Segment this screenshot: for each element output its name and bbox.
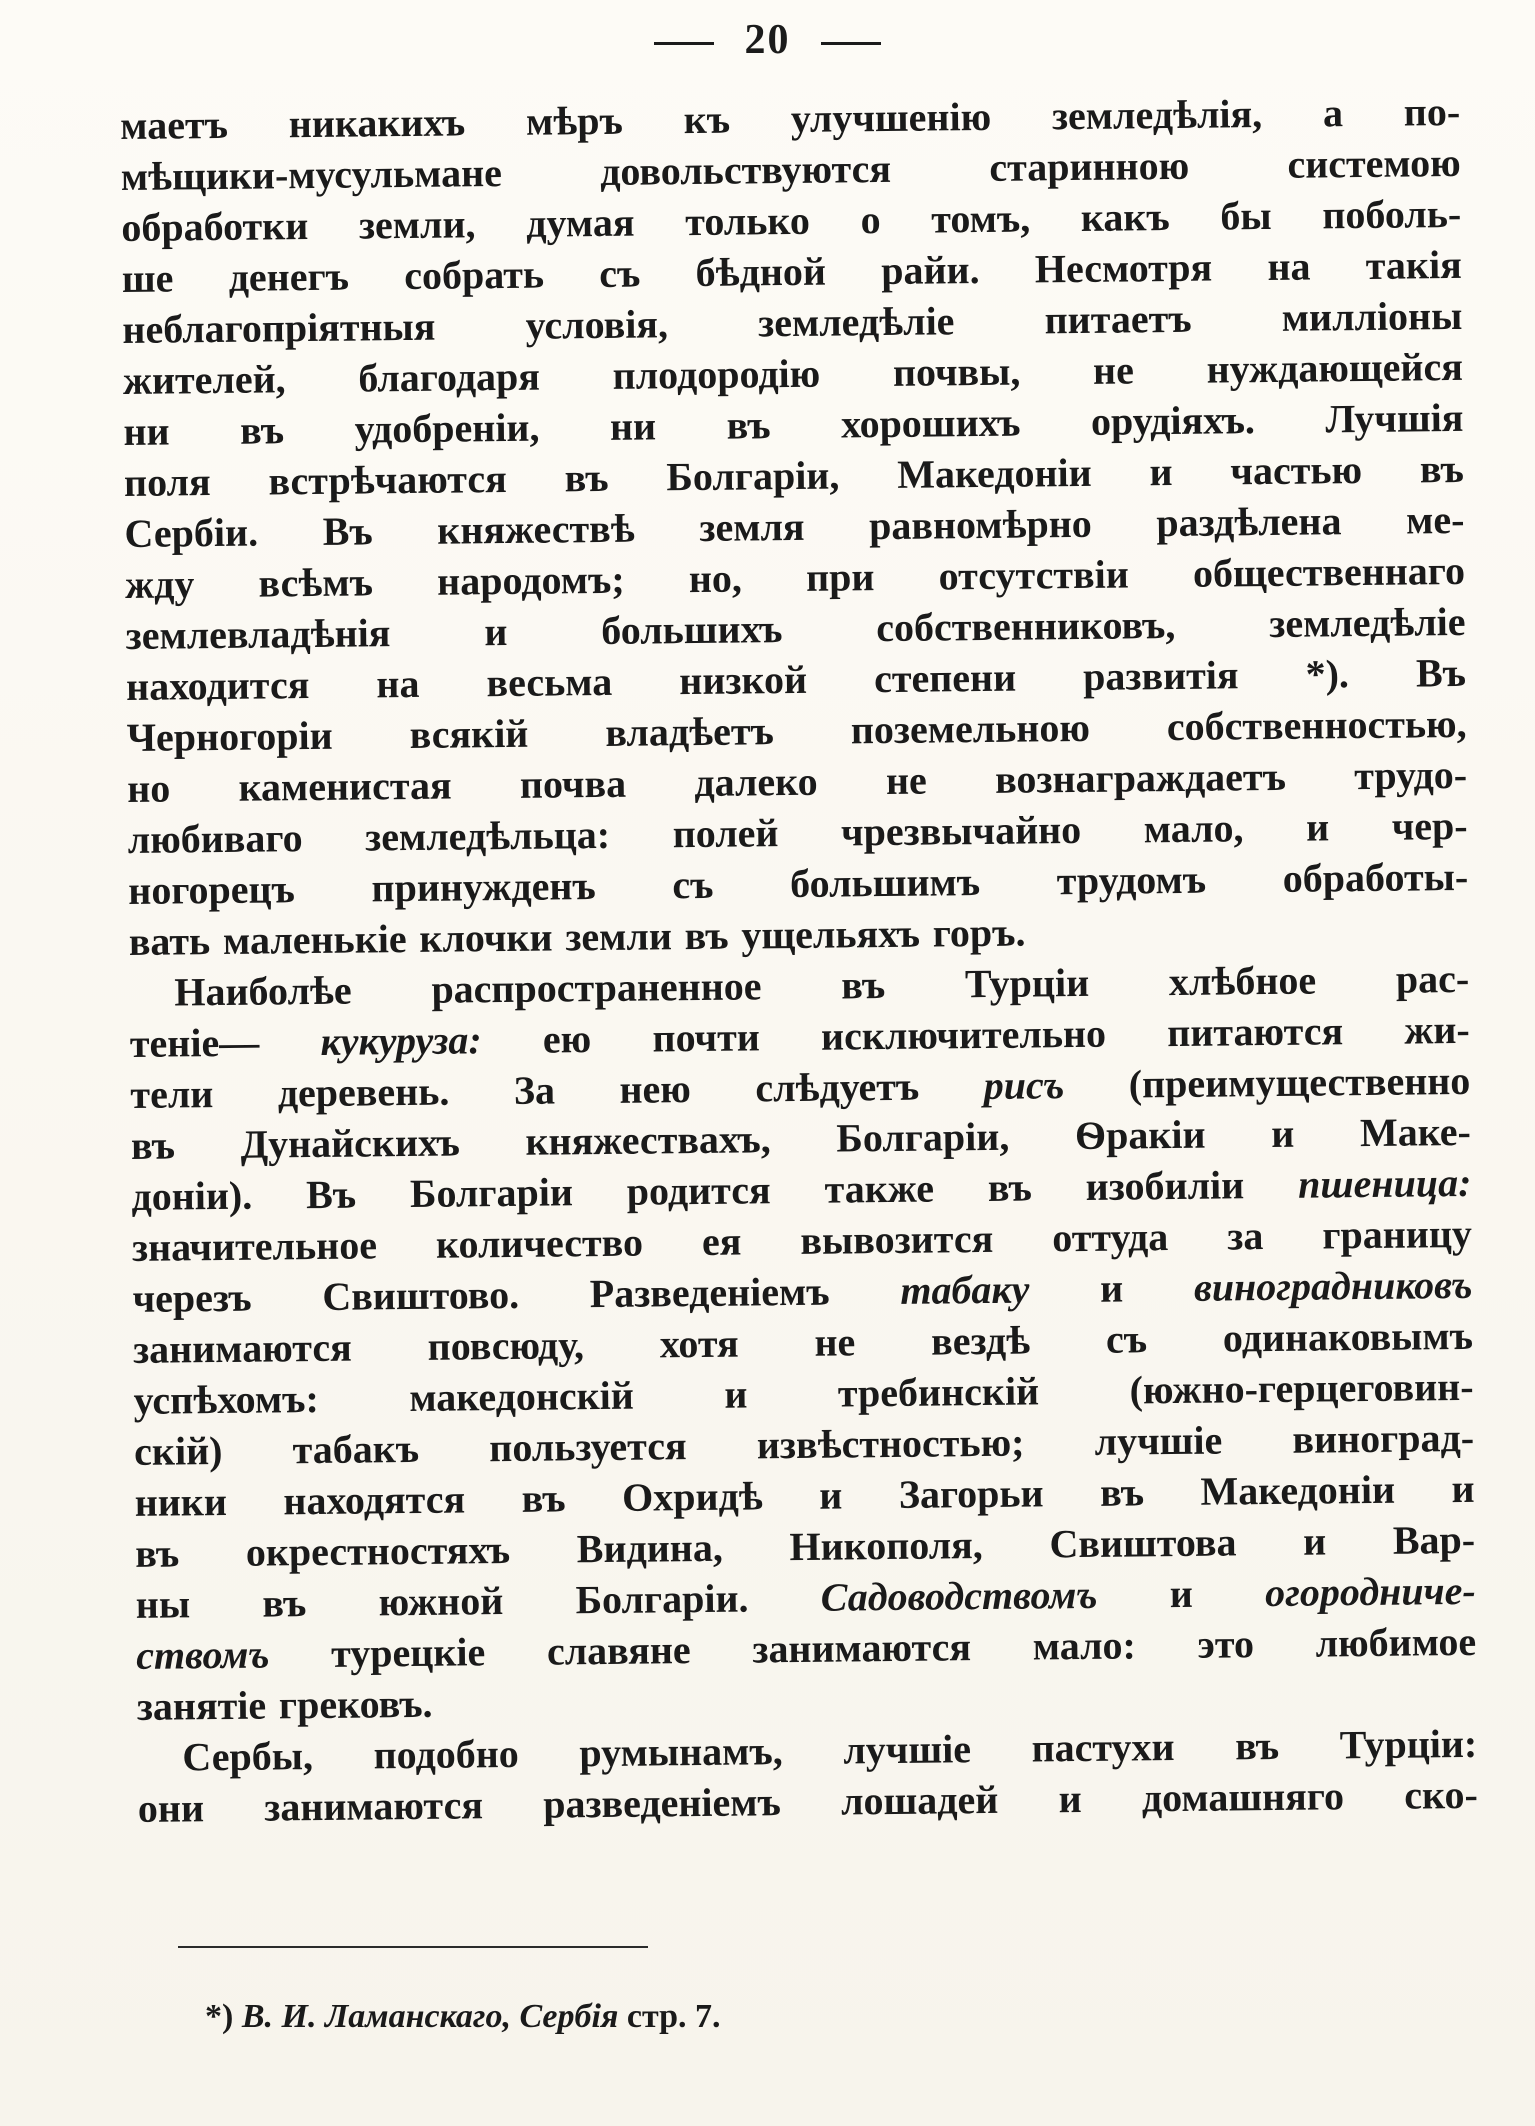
- word: жи-: [1404, 1006, 1470, 1053]
- word: трудо-: [1353, 751, 1468, 799]
- header-dash-right: [821, 42, 881, 45]
- word: черезъ: [132, 1274, 252, 1321]
- page-header: [0, 10, 1535, 70]
- word: и: [1305, 804, 1330, 850]
- word: Свиштово.: [322, 1271, 520, 1319]
- word: также: [824, 1165, 935, 1212]
- word: теніе—: [129, 1019, 260, 1066]
- word: въ: [134, 1530, 180, 1576]
- word: собственниковъ,: [876, 601, 1176, 651]
- word: распространенное: [431, 963, 762, 1012]
- word: бѣдной: [695, 248, 827, 295]
- word: маленькіе: [222, 916, 407, 963]
- word: питаетъ: [1044, 295, 1192, 343]
- word: но: [126, 765, 171, 811]
- word: никакихъ: [288, 99, 466, 147]
- word: довольствуются: [599, 145, 892, 194]
- word: скій): [133, 1428, 223, 1474]
- word: успѣхомъ:: [133, 1375, 320, 1423]
- word: слѣдуетъ: [755, 1063, 920, 1111]
- word: бы: [1220, 192, 1272, 239]
- word: вознаграждаетъ: [994, 753, 1287, 802]
- word: такія: [1365, 241, 1462, 288]
- word: отсутствіи: [938, 551, 1129, 599]
- word: думая: [525, 199, 635, 246]
- word: владѣетъ: [605, 708, 775, 755]
- word: табаку: [900, 1266, 1030, 1313]
- word: Въ: [322, 508, 373, 554]
- word: полей: [672, 810, 779, 857]
- word: ско-: [1403, 1771, 1479, 1818]
- word: въ: [564, 454, 609, 501]
- word: Болгаріи.: [575, 1575, 749, 1623]
- word: пастухи: [1031, 1724, 1175, 1771]
- word: низкой: [679, 656, 808, 704]
- word: хорошихъ: [840, 399, 1021, 447]
- word: княжествахъ,: [525, 1116, 771, 1164]
- word: орудіяхъ.: [1090, 397, 1256, 444]
- word: чрезвычайно: [840, 806, 1082, 855]
- word: неблагопріятныя: [122, 303, 436, 352]
- word: Ѳракіи: [1074, 1111, 1206, 1159]
- word: всѣмъ: [258, 559, 374, 606]
- word: почва: [519, 760, 627, 807]
- word: райи.: [880, 247, 980, 294]
- word: о: [860, 197, 881, 243]
- word: удобреніи,: [354, 404, 540, 452]
- word: поля: [123, 459, 211, 505]
- word: Македоніи: [1200, 1466, 1396, 1514]
- word: занятіе: [136, 1682, 267, 1729]
- word: домашняго: [1141, 1773, 1345, 1821]
- word: а: [1322, 90, 1344, 136]
- word: ше: [121, 255, 174, 301]
- word: развитія: [1082, 652, 1239, 699]
- word: Охридѣ: [621, 1473, 763, 1520]
- word: занимаются: [752, 1624, 972, 1672]
- word: благодаря: [358, 353, 541, 401]
- word: къ: [683, 96, 731, 143]
- word: встрѣчаются: [268, 455, 508, 504]
- word: народомъ;: [436, 556, 625, 604]
- word: мѣръ: [525, 97, 624, 144]
- word: это: [1197, 1621, 1255, 1667]
- word: деревень.: [277, 1068, 450, 1116]
- word: изобиліи: [1085, 1162, 1245, 1209]
- word: мѣщики-мусульмане: [120, 150, 503, 199]
- footnote-author: В. И. Ламанскаго,: [241, 1998, 511, 2035]
- word: лошадей: [840, 1776, 999, 1824]
- word: ея: [701, 1218, 742, 1264]
- word: повсюду,: [427, 1322, 585, 1369]
- word: одинаковымъ: [1222, 1312, 1474, 1361]
- word: почвы,: [892, 348, 1021, 395]
- word: собственностью,: [1166, 700, 1467, 750]
- word: разведеніемъ: [542, 1779, 782, 1827]
- word: ствомъ: [136, 1631, 270, 1678]
- word: извѣстностью;: [756, 1419, 1025, 1468]
- word: какъ: [1080, 194, 1170, 240]
- page-number: 20: [744, 17, 791, 63]
- word: въ: [1099, 1469, 1145, 1515]
- word: и: [484, 608, 508, 655]
- word: ни: [123, 408, 170, 454]
- word: тели: [130, 1071, 214, 1117]
- word: Загорьи: [898, 1470, 1044, 1517]
- word: ущельяхъ: [741, 910, 921, 958]
- footnote-title: Сербія: [519, 1998, 619, 2035]
- word: поземельною: [850, 704, 1091, 753]
- word: большихъ: [601, 606, 783, 653]
- word: *).: [1305, 651, 1350, 697]
- word: земледѣльца:: [364, 811, 611, 860]
- word: и: [724, 1371, 748, 1417]
- word: княжествѣ: [437, 505, 635, 553]
- word: системою: [1287, 139, 1461, 187]
- word: ни: [609, 403, 657, 449]
- word: томъ,: [931, 195, 1031, 242]
- footnote: [205, 1998, 721, 2036]
- word: клочки: [419, 914, 553, 961]
- word: землевладѣнія: [125, 610, 391, 658]
- word: хлѣбное: [1168, 957, 1317, 1005]
- word: Турціи:: [1339, 1720, 1478, 1768]
- word: только: [684, 197, 811, 245]
- word: въ: [1234, 1722, 1280, 1769]
- word: при: [805, 554, 875, 600]
- word: и: [1270, 1110, 1295, 1156]
- word: славяне: [546, 1627, 691, 1674]
- word: (южно-герцеговин-: [1129, 1363, 1474, 1413]
- word: плодородію: [612, 350, 821, 398]
- word: не: [885, 757, 928, 804]
- word: виноград-: [1292, 1414, 1475, 1462]
- word: Вар-: [1392, 1516, 1476, 1563]
- word: на: [1267, 243, 1311, 289]
- word: трудомъ: [1056, 856, 1207, 904]
- word: и: [1099, 1265, 1124, 1311]
- word: занимаются: [132, 1324, 353, 1372]
- word: раздѣлена: [1156, 498, 1342, 546]
- word: въ: [841, 962, 886, 1008]
- word: весьма: [486, 658, 613, 706]
- word: и: [1058, 1776, 1082, 1822]
- word: жителей,: [122, 356, 286, 403]
- word: окрестностяхъ: [245, 1526, 511, 1575]
- word: Наиболѣе: [174, 967, 352, 1015]
- word: и: [1169, 1570, 1193, 1617]
- word: въ: [726, 402, 771, 448]
- word: каменистая: [238, 762, 452, 810]
- word: нею: [619, 1066, 692, 1112]
- word: и: [1302, 1518, 1327, 1564]
- word: Свиштова: [1049, 1519, 1237, 1567]
- word: Маке-: [1359, 1108, 1472, 1156]
- word: (преимущественно: [1128, 1057, 1471, 1107]
- word: Дунайскихъ: [240, 1119, 461, 1167]
- word: частью: [1230, 447, 1363, 494]
- header-dash-left: [654, 42, 714, 45]
- word: поболь-: [1322, 190, 1462, 238]
- word: За: [513, 1067, 556, 1113]
- word: доніи).: [131, 1172, 253, 1219]
- word: Сербы,: [182, 1733, 314, 1780]
- word: не: [814, 1319, 856, 1365]
- footnote-marker: *): [205, 1998, 234, 2035]
- word: турецкіе: [330, 1629, 486, 1676]
- word: Несмотря: [1034, 244, 1213, 292]
- word: нуждающейся: [1206, 343, 1464, 392]
- word: съ: [1105, 1316, 1148, 1362]
- word: рисъ: [983, 1062, 1065, 1109]
- word: горъ.: [932, 909, 1026, 956]
- word: жду: [124, 561, 195, 607]
- word: Болгаріи,: [666, 452, 840, 500]
- word: въ: [130, 1122, 176, 1168]
- word: кукуруза:: [320, 1017, 482, 1064]
- word: въ: [521, 1475, 566, 1521]
- word: и: [1451, 1465, 1475, 1512]
- word: ники: [134, 1478, 228, 1525]
- word: находится: [125, 662, 310, 709]
- word: находятся: [283, 1476, 466, 1524]
- word: огородниче-: [1264, 1567, 1476, 1616]
- word: въ: [684, 912, 729, 959]
- word: хотя: [659, 1320, 739, 1367]
- word: условія,: [525, 301, 669, 348]
- word: румынамъ,: [579, 1728, 783, 1776]
- word: занимаются: [264, 1782, 484, 1830]
- word: съ: [672, 861, 714, 908]
- word: питаются: [1167, 1008, 1344, 1056]
- word: и: [1149, 448, 1173, 495]
- word: Никополя,: [789, 1522, 984, 1570]
- word: пшеница:: [1297, 1159, 1472, 1207]
- word: но,: [688, 555, 743, 602]
- word: Македоніи: [896, 449, 1092, 497]
- word: лучшіе: [1094, 1417, 1223, 1464]
- word: Турціи: [964, 959, 1090, 1007]
- word: Лучшія: [1325, 394, 1464, 442]
- word: степени: [873, 654, 1017, 702]
- word: земля: [699, 503, 805, 550]
- word: исключительно: [820, 1010, 1107, 1059]
- word: Садоводствомъ: [820, 1571, 1098, 1620]
- word: вать: [128, 918, 211, 964]
- word: обработы-: [1282, 853, 1469, 901]
- word: въ: [1419, 445, 1465, 492]
- word: равномѣрно: [868, 500, 1093, 549]
- word: ногорецъ: [128, 866, 296, 913]
- word: въ: [239, 407, 285, 453]
- word: пользуется: [489, 1423, 687, 1471]
- word: македонскій: [409, 1372, 635, 1421]
- word: по-: [1403, 88, 1461, 135]
- word: принужденъ: [371, 863, 596, 911]
- word: любиваго: [127, 815, 303, 862]
- word: маетъ: [120, 101, 229, 148]
- word: Разведеніемъ: [589, 1268, 830, 1317]
- word: денегъ: [228, 253, 350, 300]
- word: подобно: [373, 1730, 520, 1778]
- word: съ: [599, 250, 641, 296]
- word: лучшіе: [843, 1726, 972, 1773]
- word: и: [819, 1472, 843, 1518]
- word: далеко: [694, 758, 818, 806]
- word: почти: [652, 1014, 761, 1061]
- word: земли: [565, 913, 673, 960]
- word: Видина,: [576, 1524, 724, 1572]
- word: Болгаріи: [409, 1169, 574, 1217]
- word: значительное: [131, 1222, 378, 1270]
- word: чер-: [1391, 802, 1468, 849]
- word: всякій: [409, 710, 529, 758]
- footnote-rule: [178, 1946, 648, 1948]
- word: ею: [542, 1016, 592, 1062]
- word: на: [376, 660, 420, 707]
- word: они: [137, 1785, 205, 1831]
- word: границу: [1322, 1210, 1473, 1258]
- word: не: [1092, 347, 1135, 393]
- word: требинскій: [837, 1368, 1040, 1416]
- word: Сербіи.: [124, 509, 259, 556]
- word: большимъ: [789, 859, 981, 907]
- word: количество: [435, 1219, 644, 1267]
- word: любимое: [1315, 1618, 1477, 1666]
- word: земледѣліе: [1269, 598, 1466, 646]
- word: ме-: [1405, 496, 1465, 543]
- body-text: [120, 86, 1478, 1834]
- footnote-pages: стр. 7.: [626, 1998, 721, 2035]
- word: земледѣлія,: [1051, 91, 1263, 139]
- word: Въ: [305, 1171, 357, 1218]
- word: мало:: [1032, 1622, 1137, 1669]
- word: Черногоріи: [126, 712, 333, 760]
- word: грековъ.: [278, 1680, 433, 1728]
- word: улучшенію: [790, 93, 992, 141]
- word: ны: [135, 1581, 191, 1627]
- word: земледѣліе: [757, 298, 955, 346]
- word: собрать: [403, 251, 545, 299]
- word: земли,: [358, 201, 476, 248]
- word: милліоны: [1281, 292, 1463, 340]
- word: мало,: [1143, 805, 1244, 852]
- word: табакъ: [292, 1425, 420, 1473]
- word: Въ: [1415, 649, 1467, 696]
- word: оттуда: [1052, 1214, 1169, 1261]
- word: вездѣ: [930, 1317, 1031, 1364]
- word: старинною: [989, 142, 1190, 190]
- word: родится: [626, 1167, 771, 1214]
- word: рас-: [1395, 955, 1470, 1002]
- word: южной: [378, 1578, 504, 1625]
- word: вывозится: [800, 1215, 994, 1263]
- word: общественнаго: [1192, 547, 1466, 596]
- word: въ: [987, 1164, 1033, 1210]
- word: Болгаріи,: [836, 1113, 1010, 1161]
- word: въ: [262, 1580, 307, 1626]
- word: обработки: [121, 203, 309, 250]
- word: за: [1227, 1213, 1264, 1259]
- word: виноградниковъ: [1193, 1261, 1473, 1310]
